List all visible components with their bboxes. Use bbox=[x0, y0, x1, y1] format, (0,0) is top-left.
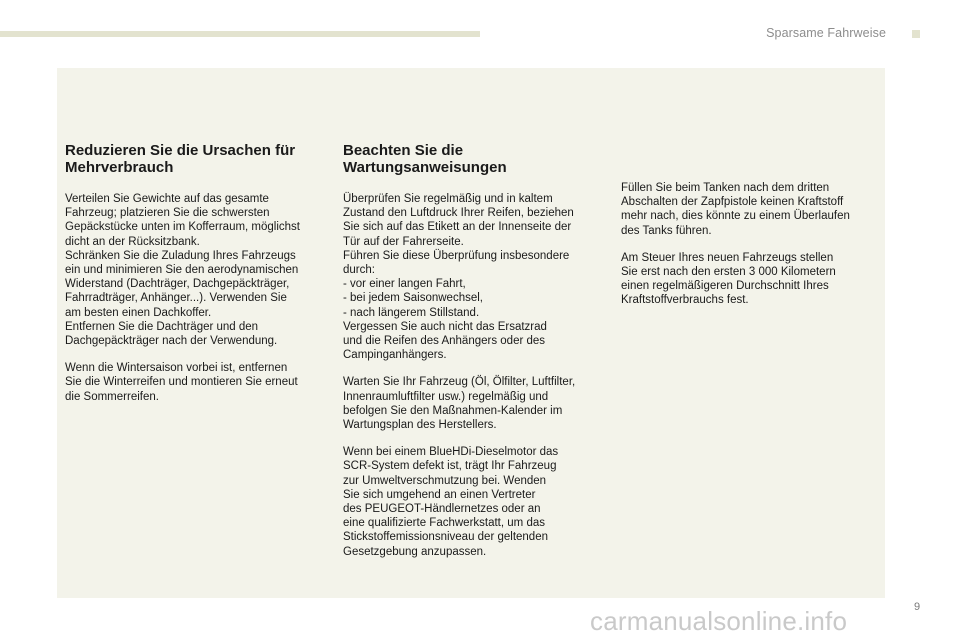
column-maintenance bbox=[343, 142, 605, 572]
paragraph-service-schedule: Warten Sie Ihr Fahrzeug (Öl, Ölfilter, Luftfilter, Innenraumluftfilter usw.) regelmäßig und befolgen Sie den Maßnahmen-Kalender im Wartungsplan des Herstellers. bbox=[343, 376, 576, 432]
paragraph-tyre-pressure: Überprüfen Sie regelmäßig und in kaltem Zustand den Luftdruck Ihrer Reifen, beziehen Sie sich auf das Etikett an der Innenseite der Tür auf der Fahrerseite. Führen Sie diese Überprüfung insbesondere durch: - vor einer langen Fahrt, - bei jedem Saisonwechsel, - nach längerem Stillstand. Vergessen Sie auch nicht das Ersatzrad und die Reifen des Anhängers oder des Campinganhängers. bbox=[343, 193, 574, 362]
paragraph-refuelling: Füllen Sie beim Tanken nach dem dritten Abschalten der Zapfpistole keinen Kraftstoff mehr nach, dies könnte zu einem Überlaufen des Tanks führen. bbox=[621, 182, 850, 237]
column-reduce-consumption bbox=[65, 142, 327, 417]
paragraph-weight-distribution: Verteilen Sie Gewichte auf das gesamte Fahrzeug; platzieren Sie die schwersten Gepäckstücke unten im Kofferraum, möglichst dicht an der Rücksitzbank. Schränken Sie die Zuladung Ihres Fahrzeugs ein und minimieren Sie den aerodynamischen Widerstand (Dachträger, Dachgepäckträger, Fahrradträger, Anhänger...). Verwenden Sie am besten einen Dachkoffer. Entfernen Sie die Dachträger und den Dachgepäckträger nach der Verwendung. bbox=[65, 193, 301, 348]
column-refuelling bbox=[621, 181, 877, 321]
paragraph-scr-system: Wenn bei einem BlueHDi-Dieselmotor das SCR-System defekt ist, trägt Ihr Fahrzeug zur Umweltverschmutzung bei. Wenden Sie sich umgehend an einen Vertreter des PEUGEOT-Händlernetzes oder an eine qualifizierte Fachwerkstatt, um das Stickstoffemissionsniveau der geltenden Gesetzgebung anzupassen. bbox=[343, 446, 559, 558]
section-title: Sparsame Fahrweise bbox=[766, 26, 886, 40]
watermark-text: carmanualsonline.info bbox=[590, 606, 848, 636]
header-square-marker bbox=[912, 30, 920, 38]
header-accent-bar bbox=[0, 31, 480, 37]
paragraph-new-vehicle-consumption: Am Steuer Ihres neuen Fahrzeugs stellen Sie erst nach den ersten 3 000 Kilometern einen regelmäßigeren Durchschnitt Ihres Kraftstoffverbrauchs fest. bbox=[621, 251, 836, 307]
paragraph-winter-tyres: Wenn die Wintersaison vorbei ist, entfernen Sie die Winterreifen und montieren Sie erneut die Sommerreifen. bbox=[65, 362, 298, 403]
heading-reduce-consumption: Reduzieren Sie die Ursachen für Mehrverbrauch bbox=[65, 142, 296, 176]
heading-maintenance: Beachten Sie die Wartungsanweisungen bbox=[343, 142, 507, 176]
page-number: 9 bbox=[914, 601, 921, 613]
